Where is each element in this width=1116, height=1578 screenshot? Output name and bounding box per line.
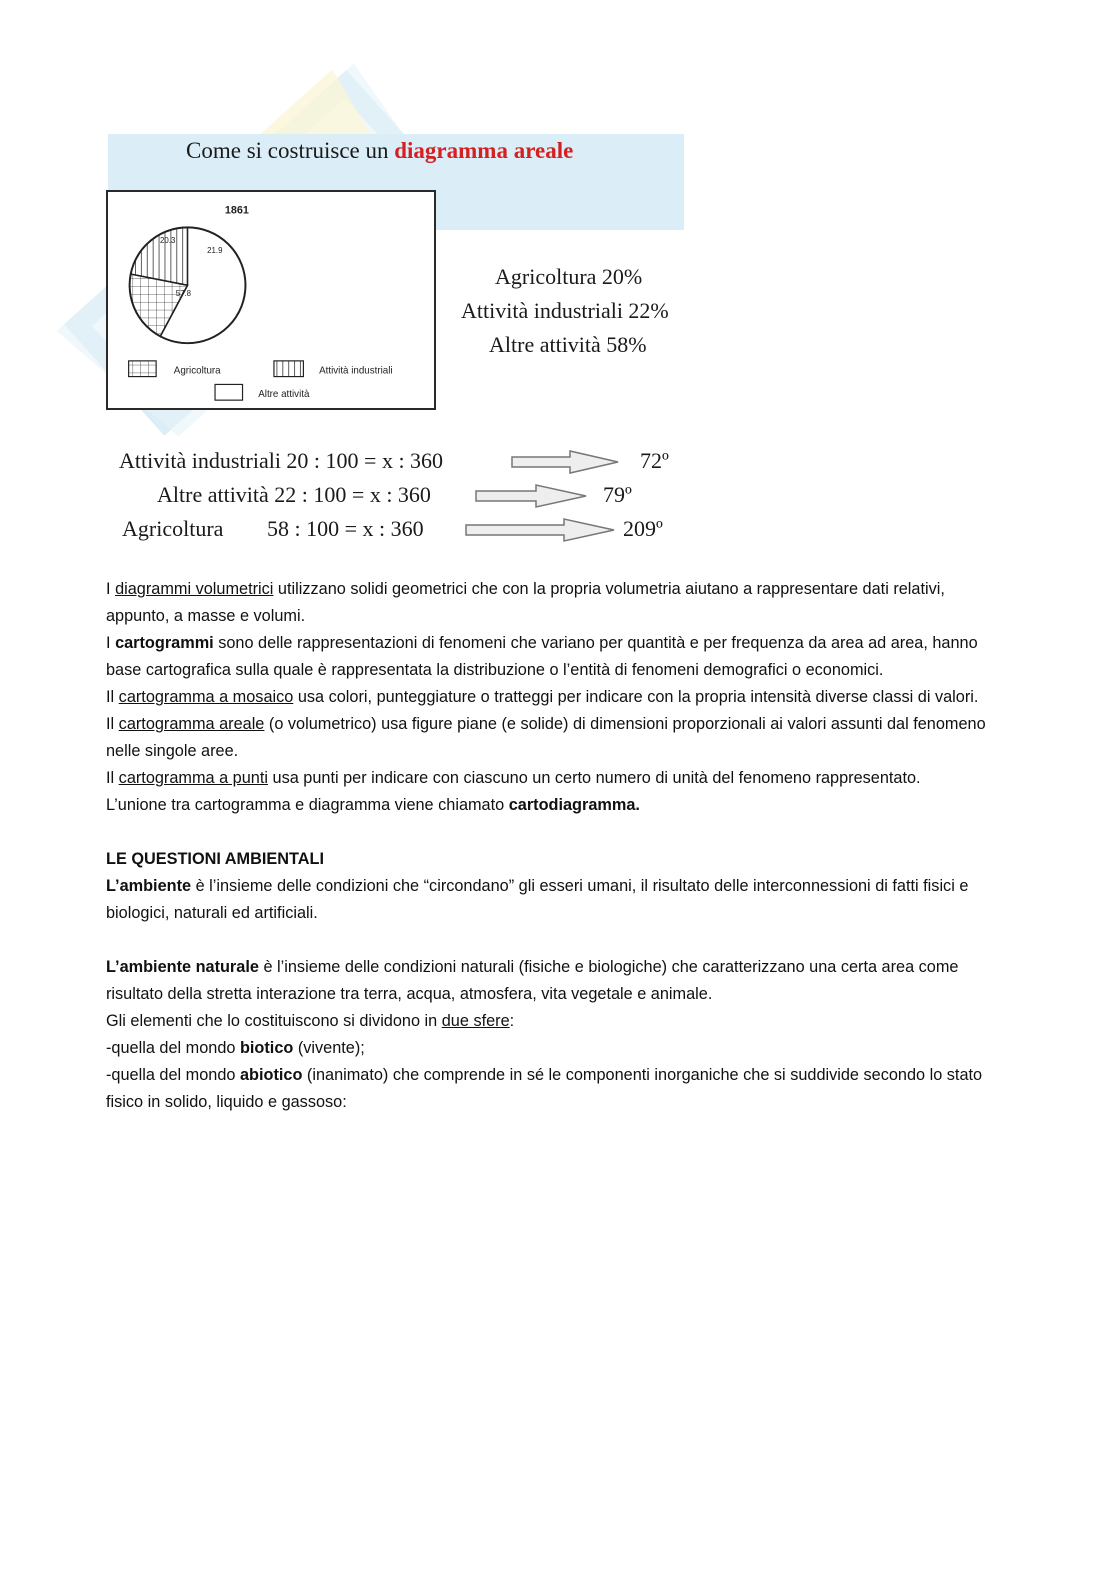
legend-label-agricoltura: Agricoltura bbox=[173, 365, 221, 377]
slice-label-2: 21.9 bbox=[207, 245, 223, 255]
paragraph-ambiente: L’ambiente è l’insieme delle condizioni che “circondano” gli esseri umani, il risultato delle interconnessioni di fatti fisici e biologici, naturali ed artificiali. bbox=[106, 877, 969, 922]
paragraph-cartodiagramma: L’unione tra cartogramma e diagramma viene chiamato cartodiagramma. bbox=[106, 796, 640, 814]
paragraph-punti: Il cartogramma a punti usa punti per indicare con ciascuno un certo numero di unità del fenomeno rappresentato. bbox=[106, 769, 921, 787]
slice-label-1: 20.3 bbox=[160, 236, 176, 246]
result-altre: 79º bbox=[603, 482, 632, 507]
pct-altre: Altre attività 58% bbox=[489, 332, 647, 357]
slice-label-3: 57.8 bbox=[175, 289, 192, 299]
arrow-icon bbox=[464, 517, 618, 543]
proportion-altre: Altre attività 22 : 100 = x : 360 bbox=[157, 482, 431, 507]
paragraph-diagrammi-volumetrici: I diagrammi volumetrici utilizzano solidi geometrici che con la propria volumetria aiutano a rappresentare dati relativi, appunto, a masse e volumi. bbox=[106, 580, 945, 625]
legend-swatch-altre bbox=[215, 384, 242, 400]
pie-chart bbox=[108, 192, 434, 408]
paragraph-biotico: -quella del mondo biotico (vivente); bbox=[106, 1039, 365, 1057]
pct-agricoltura: Agricoltura 20% bbox=[495, 264, 643, 289]
paragraph-abiotico: -quella del mondo abiotico (inanimato) che comprende in sé le componenti inorganiche che si suddivide secondo lo stato fisico in solido, liquido e gassoso: bbox=[106, 1066, 983, 1111]
proportion-agricoltura-label: Agricoltura bbox=[122, 516, 224, 541]
legend-label-industriali: Attività industriali bbox=[319, 365, 393, 377]
legend-label-altre: Altre attività bbox=[258, 389, 310, 401]
paragraph-areale: Il cartogramma areale (o volumetrico) usa figure piane (e solide) di dimensioni proporzionali ai valori assunti dal fenomeno nelle singole aree. bbox=[106, 715, 986, 760]
document-body bbox=[106, 576, 1011, 1116]
arrow-icon bbox=[474, 483, 590, 509]
paragraph-ambiente-naturale: L’ambiente naturale è l’insieme delle condizioni naturali (fisiche e biologiche) che caratterizzano una certa area come risultato della stretta interazione tra terra, acqua, atmosfera, vita vegetale e animale. bbox=[106, 958, 959, 1003]
pie-figure bbox=[106, 190, 436, 410]
figure-title: Come si costruisce un diagramma areale bbox=[186, 138, 574, 163]
paragraph-mosaico: Il cartogramma a mosaico usa colori, punteggiature o tratteggi per indicare con la propria intensità diverse classi di valori. bbox=[106, 688, 979, 706]
legend-swatch-agricoltura bbox=[129, 361, 156, 377]
paragraph-cartogrammi: I cartogrammi sono delle rappresentazioni di fenomeni che variano per quantità e per frequenza da area ad area, hanno base cartografica sulla quale è rappresentata la distribuzione o l’entità di fenomeni demografici o economici. bbox=[106, 634, 978, 679]
proportion-industriali: Attività industriali 20 : 100 = x : 360 bbox=[119, 448, 444, 473]
result-industriali: 72º bbox=[640, 448, 669, 473]
legend-swatch-industriali bbox=[274, 361, 303, 377]
arrow-icon bbox=[510, 449, 622, 475]
pct-industriali: Attività industriali 22% bbox=[461, 298, 669, 323]
pie-year-label: 1861 bbox=[224, 204, 249, 217]
section-heading: LE QUESTIONI AMBIENTALI bbox=[106, 850, 324, 868]
paragraph-due-sfere: Gli elementi che lo costituiscono si dividono in due sfere: bbox=[106, 1012, 515, 1030]
result-agricoltura: 209º bbox=[623, 516, 663, 541]
proportion-agricoltura-equation: 58 : 100 = x : 360 bbox=[267, 516, 424, 541]
